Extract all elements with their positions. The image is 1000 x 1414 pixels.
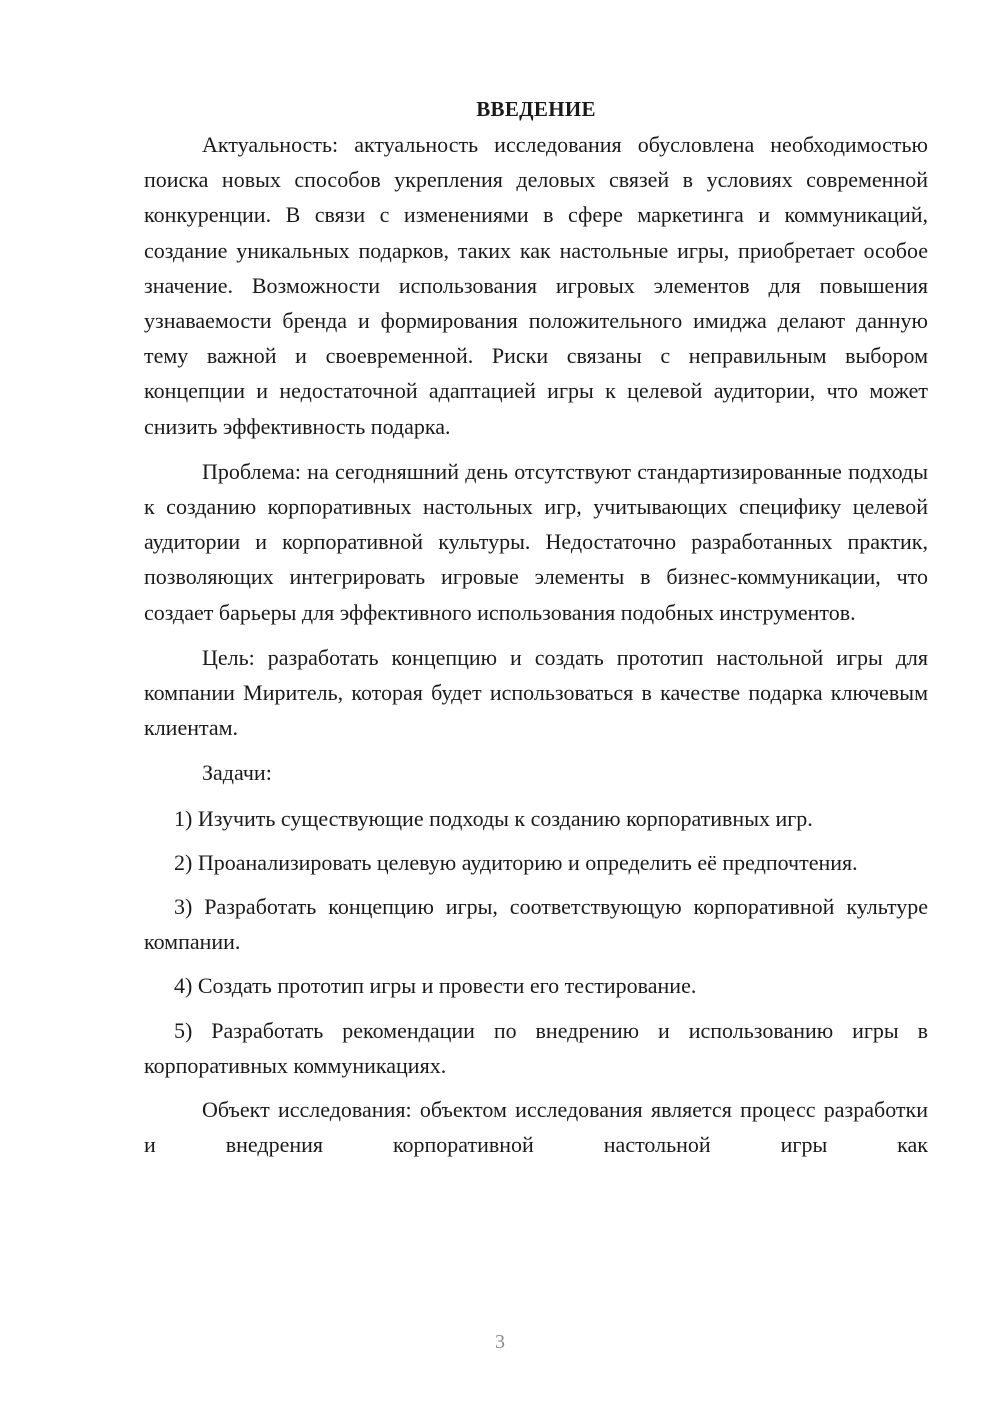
problem-paragraph: Проблема: на сегодняшний день отсутствуют стандартизированные подходы к созданию корпоративных настольных игр, учитывающих специфику целевой аудитории и корпоративной культуры. Недостаточно разработанных практик, позволяющих интегрировать игровые элементы в бизнес-коммуникации, что создает барьеры для эффективного использования подобных инструментов. — [144, 458, 928, 625]
page-content — [144, 92, 928, 1172]
section-heading: ВВЕДЕНИЕ — [476, 97, 596, 121]
task-item-3: 3) Разработать концепцию игры, соответствующую корпоративной культуре компании. — [144, 894, 928, 955]
task-item-1: 1) Изучить существующие подходы к созданию корпоративных игр. — [174, 805, 813, 831]
page-number: 3 — [495, 1331, 505, 1353]
task-item-4: 4) Создать прототип игры и провести его тестирование. — [174, 973, 697, 999]
object-paragraph: Объект исследования: объектом исследования является процесс разработки и внедрения корпоративной настольной игры как — [144, 1097, 928, 1158]
goal-paragraph: Цель: разработать концепцию и создать прототип настольной игры для компании Миритель, которая будет использоваться в качестве подарка ключевым клиентам. — [144, 644, 928, 741]
tasks-title: Задачи: — [202, 760, 272, 786]
task-item-5: 5) Разработать рекомендации по внедрению и использованию игры в корпоративных коммуникациях. — [144, 1017, 928, 1078]
task-item-2: 2) Проанализировать целевую аудиторию и определить её предпочтения. — [174, 849, 858, 875]
relevance-paragraph: Актуальность: актуальность исследования обусловлена необходимостью поиска новых способов укрепления деловых связей в условиях современной конкуренции. В связи с изменениями в сфере маркетинга и коммуникаций, создание уникальных подарков, таких как настольные игры, приобретает особое значение. Возможности использования игровых элементов для повышения узнаваемости бренда и формирования положительного имиджа делают данную тему важной и своевременной. Риски связаны с неправильным выбором концепции и недостаточной адаптацией игры к целевой аудитории, что может снизить эффективность подарка. — [144, 132, 928, 439]
